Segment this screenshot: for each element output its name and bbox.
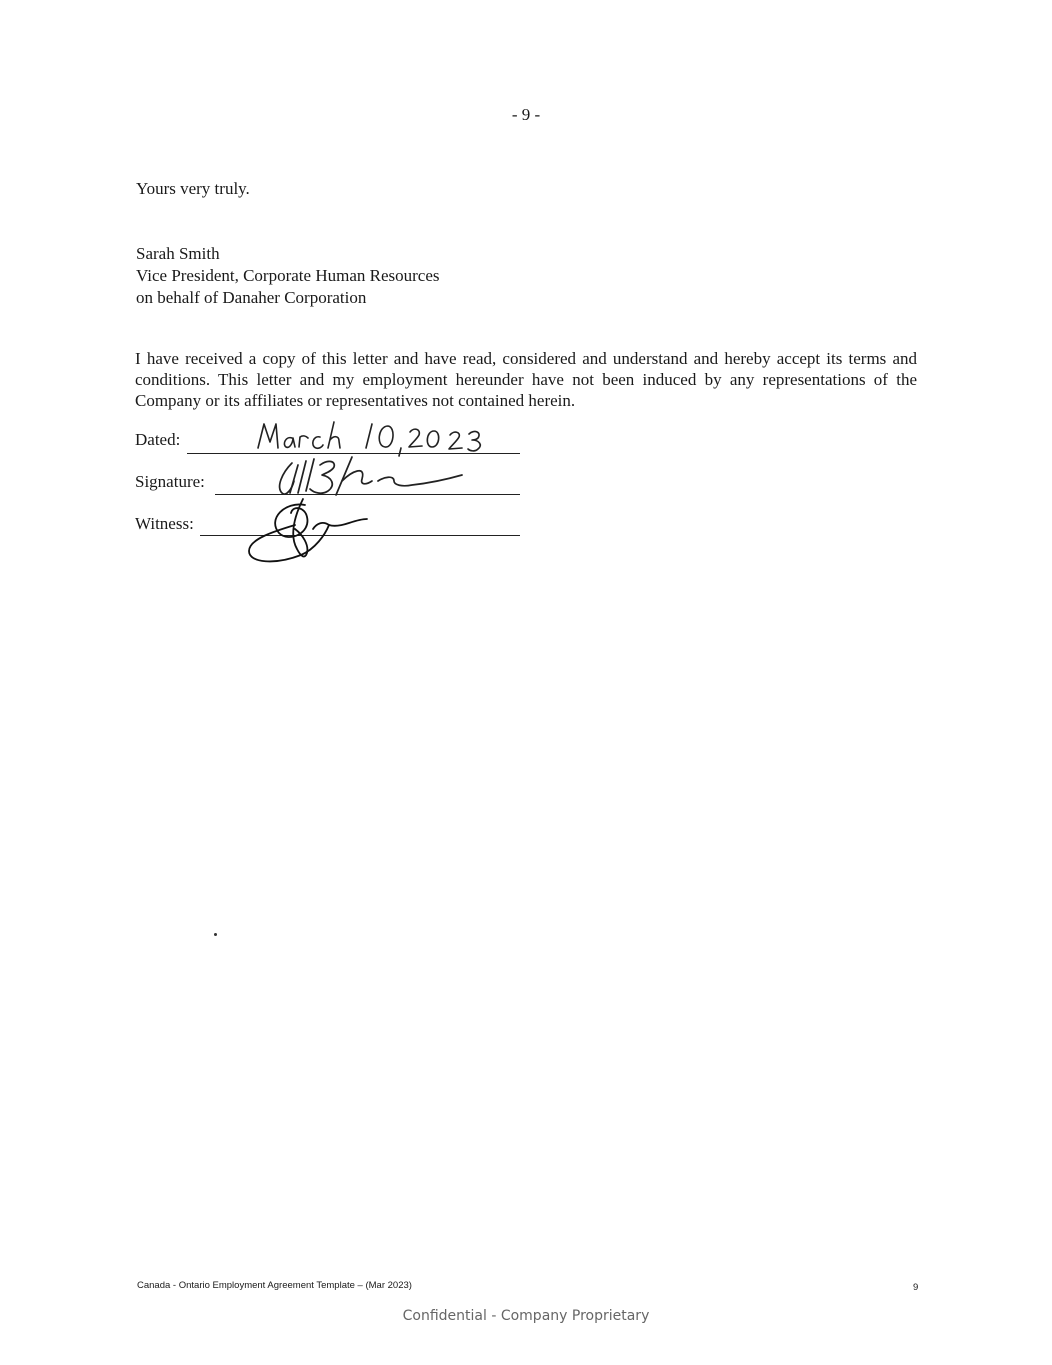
handwritten-date (250, 418, 510, 460)
signer-title: Vice President, Corporate Human Resources (136, 266, 440, 285)
signer-name: Sarah Smith (136, 244, 220, 263)
dated-label: Dated: (135, 430, 181, 449)
acceptance-paragraph: I have received a copy of this letter and have read, considered and understand and hereby accept its terms and conditions. This letter and my employment hereunder have not been induced by any representations of the Company or its affiliates or representatives not contained herein. (135, 349, 917, 410)
confidentiality-label: Confidential - Company Proprietary (402, 1308, 650, 1324)
witness-label: Witness: (135, 514, 194, 533)
signature-label: Signature: (135, 472, 205, 491)
page-number-marker: - 9 - (511, 105, 541, 124)
scan-speck (214, 933, 217, 936)
signer-on-behalf: on behalf of Danaher Corporation (136, 288, 367, 307)
witness-signature-image (245, 495, 375, 567)
footer-template-name: Canada - Ontario Employment Agreement Template – (Mar 2023) (137, 1280, 412, 1291)
footer-page-number: 9 (913, 1282, 919, 1293)
letter-closing: Yours very truly. (136, 179, 250, 198)
signer-block (136, 243, 439, 309)
